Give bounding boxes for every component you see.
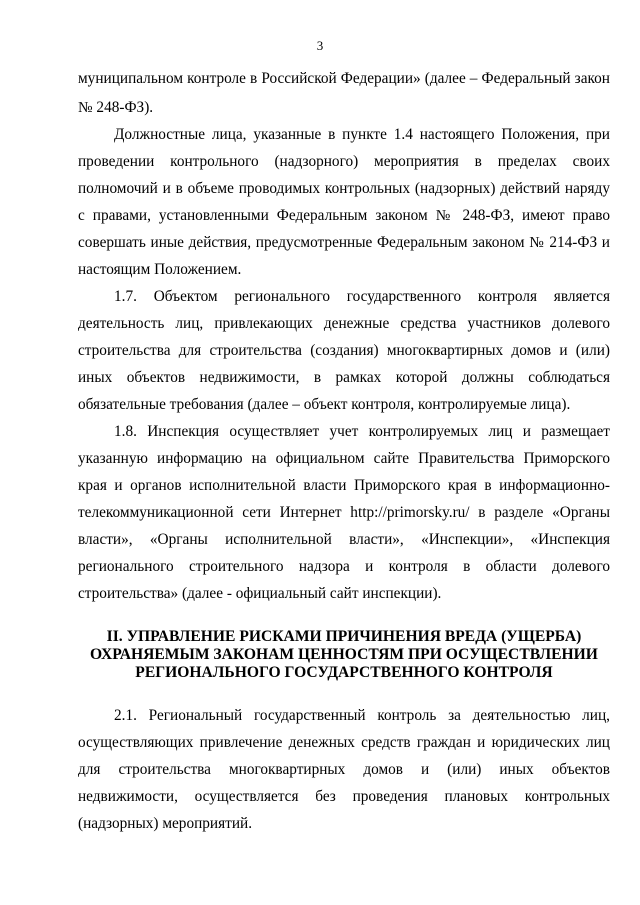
paragraph-line: совершать иные действия, предусмотренные Федеральным законом № 214-ФЗ и (78, 234, 610, 251)
paragraph-line: обязательные требования (далее – объект контроля, контролируемые лица). (78, 396, 571, 413)
section-heading-line: РЕГИОНАЛЬНОГО ГОСУДАРСТВЕННОГО КОНТРОЛЯ (135, 664, 553, 681)
paragraph-line: настоящим Положением. (78, 261, 242, 278)
paragraph-line: полномочий и в объеме проводимых контрольных (надзорных) действий наряду (78, 180, 610, 197)
paragraph-line: указанную информацию на официальном сайте Правительства Приморского (78, 450, 610, 467)
section-heading-line: II. УПРАВЛЕНИЕ РИСКАМИ ПРИЧИНЕНИЯ ВРЕДА (УЩЕРБА) (106, 628, 582, 645)
page-number: 3 (316, 38, 324, 53)
paragraph-line: телекоммуникационной сети Интернет http://primorsky.ru/ в разделе «Органы (78, 504, 610, 521)
paragraph-line: проведении контрольного (надзорного) мероприятия в пределах своих (78, 153, 610, 170)
paragraph-line: 1.8. Инспекция осуществляет учет контролируемых лиц и размещает (114, 423, 610, 440)
paragraph-line: № 248-ФЗ). (78, 99, 154, 116)
paragraph-line: края и органов исполнительной власти Приморского края в информационно- (78, 477, 610, 494)
paragraph-line: с правами, установленными Федеральным законом № 248-ФЗ, имеют право (78, 207, 610, 224)
paragraph-line: осуществляющих привлечение денежных средств граждан и юридических лиц (78, 734, 610, 751)
paragraph-line: иных объектов недвижимости, в рамках которой должны соблюдаться (78, 369, 610, 386)
paragraph-line: строительства» (далее - официальный сайт инспекции). (78, 585, 442, 602)
paragraph-line: для строительства многоквартирных домов и (или) иных объектов (78, 761, 610, 778)
paragraph-line: регионального строительного надзора и контроля в области долевого (78, 558, 610, 575)
paragraph-line: недвижимости, осуществляется без проведения плановых контрольных (78, 788, 610, 805)
paragraph-line: власти», «Органы исполнительной власти», «Инспекции», «Инспекция (78, 531, 610, 548)
paragraph-line: 1.7. Объектом регионального государственного контроля является (114, 288, 610, 305)
paragraph-line: (надзорных) мероприятий. (78, 815, 253, 832)
paragraph-line: 2.1. Региональный государственный контроль за деятельностью лиц, (114, 707, 610, 724)
section-heading-line: ОХРАНЯЕМЫМ ЗАКОНАМ ЦЕННОСТЯМ ПРИ ОСУЩЕСТВЛЕНИИ (90, 646, 598, 663)
paragraph-line: муниципальном контроле в Российской Федерации» (далее – Федеральный закон (78, 70, 610, 87)
paragraph-line: строительства для строительства (создания) многоквартирных домов и (или) (78, 342, 610, 359)
paragraph-line: деятельность лиц, привлекающих денежные средства участников долевого (78, 315, 610, 332)
paragraph-line: Должностные лица, указанные в пункте 1.4 настоящего Положения, при (114, 126, 610, 143)
